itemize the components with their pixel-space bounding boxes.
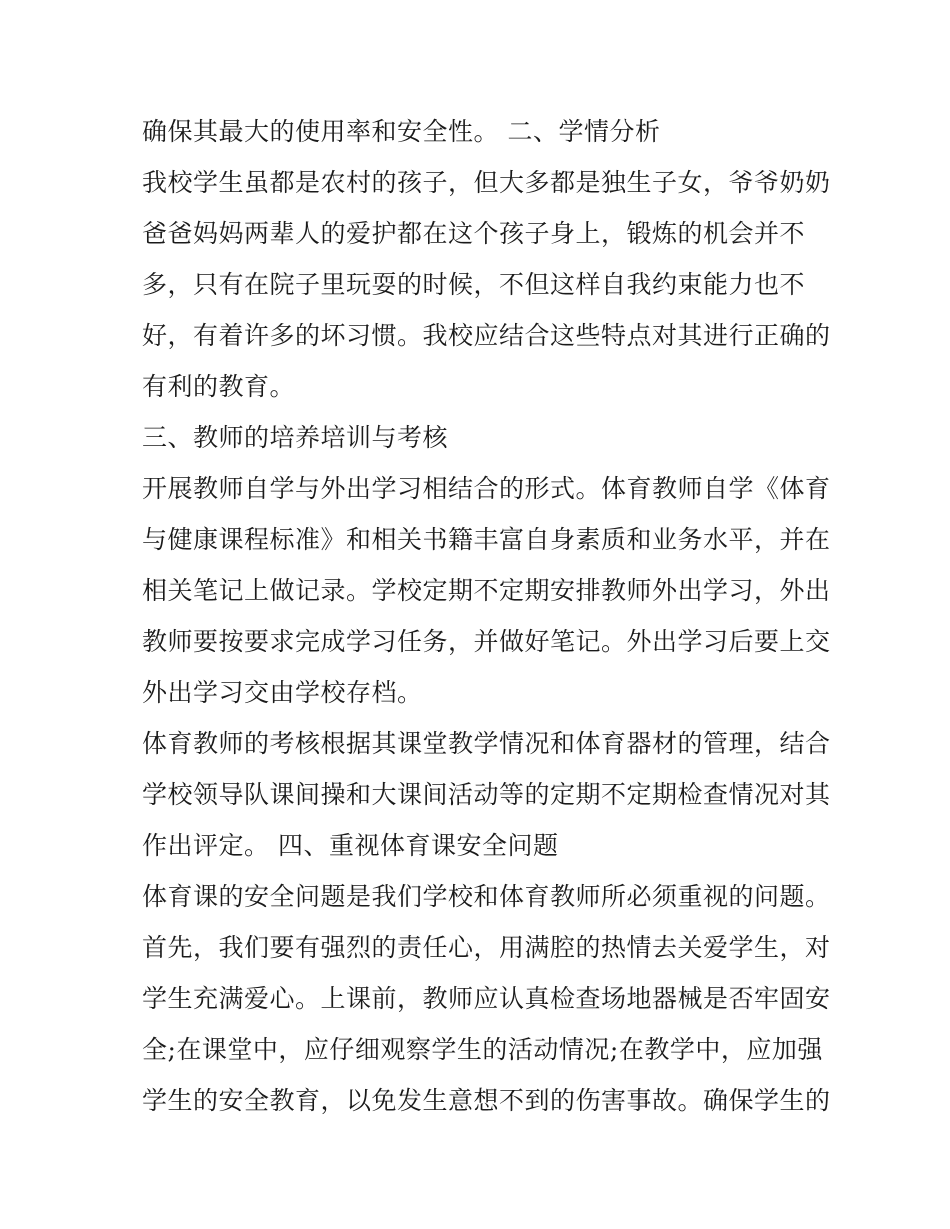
text-line: 爸爸妈妈两辈人的爱护都在这个孩子身上，锻炼的机会并不 <box>142 219 806 248</box>
text-line: 多，只有在院子里玩耍的时候，不但这样自我约束能力也不 <box>142 270 806 299</box>
text-line: 学生的安全教育，以免发生意想不到的伤害事故。确保学生的 <box>142 1086 831 1115</box>
text-line: 体育教师的考核根据其课堂教学情况和体育器材的管理，结合 <box>142 729 831 758</box>
text-line: 首先，我们要有强烈的责任心，用满腔的热情去关爱学生，对 <box>142 933 831 962</box>
text-line: 确保其最大的使用率和安全性。 二、学情分析 <box>142 117 661 146</box>
text-line: 学校领导队课间操和大课间活动等的定期不定期检查情况对其 <box>142 780 831 809</box>
text-line: 体育课的安全问题是我们学校和体育教师所必须重视的问题。 <box>142 882 831 911</box>
text-line: 与健康课程标准》和相关书籍丰富自身素质和业务水平，并在 <box>142 525 831 554</box>
text-line: 外出学习交由学校存档。 <box>142 678 423 707</box>
text-line: 全;在课堂中，应仔细观察学生的活动情况;在教学中，应加强 <box>142 1035 823 1064</box>
text-line: 我校学生虽都是农村的孩子，但大多都是独生子女，爷爷奶奶 <box>142 168 831 197</box>
section-heading: 三、教师的培养培训与考核 <box>142 423 449 452</box>
text-line: 学生充满爱心。上课前，教师应认真检查场地器械是否牢固安 <box>142 984 831 1013</box>
text-line: 好，有着许多的坏习惯。我校应结合这些特点对其进行正确的 <box>142 321 831 350</box>
text-line: 开展教师自学与外出学习相结合的形式。体育教师自学《体育 <box>142 474 831 503</box>
text-line: 有利的教育。 <box>142 372 296 401</box>
text-line: 相关笔记上做记录。学校定期不定期安排教师外出学习，外出 <box>142 576 831 605</box>
text-line: 教师要按要求完成学习任务，并做好笔记。外出学习后要上交 <box>142 627 831 656</box>
body-text <box>142 106 831 1126</box>
text-line: 作出评定。 四、重视体育课安全问题 <box>142 831 559 860</box>
